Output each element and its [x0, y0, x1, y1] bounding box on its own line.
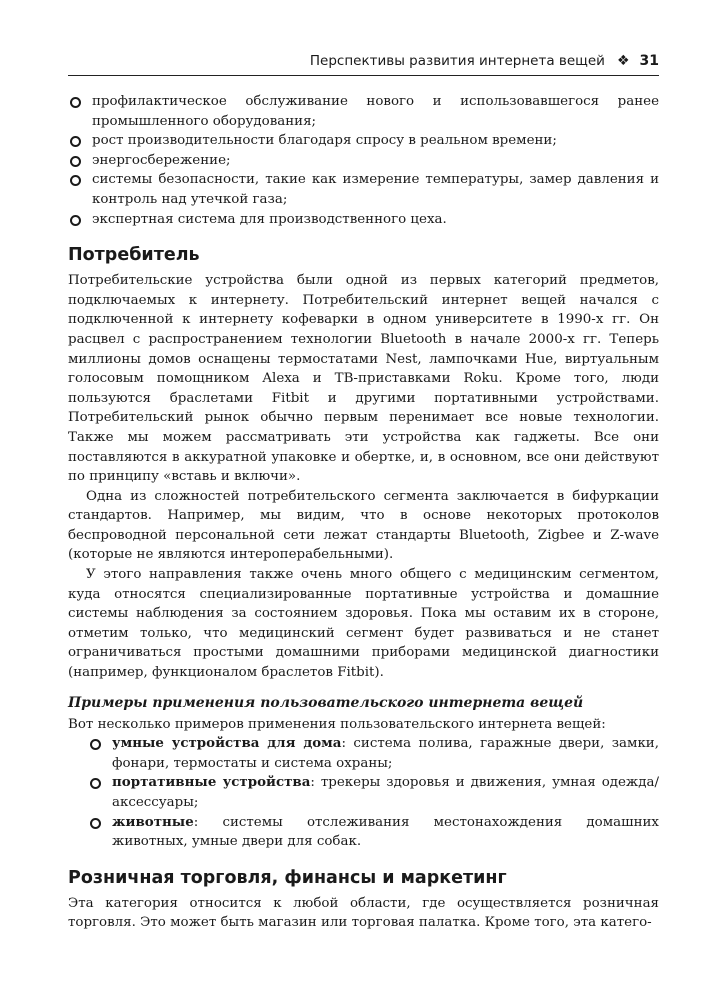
- section-heading-retail: Розничная торговля, финансы и маркетинг: [68, 867, 507, 888]
- bullet-icon: [70, 215, 81, 226]
- separator-icon: ❖: [616, 52, 630, 69]
- term: портативные устройства: [112, 774, 311, 791]
- bullet-icon: [90, 739, 101, 750]
- page-number: 31: [639, 52, 659, 69]
- list-item: профилактическое обслуживание нового и использовавшегося ранее промышленного оборудования;: [68, 92, 659, 131]
- running-title: Перспективы развития интернета вещей: [309, 52, 605, 69]
- list-item: энергосбережение;: [68, 151, 659, 171]
- bullet-icon: [70, 156, 81, 167]
- list-item: рост производительности благодаря спросу в реальном времени;: [68, 131, 659, 151]
- bullet-icon: [90, 778, 101, 789]
- bullet-icon: [70, 97, 81, 108]
- running-header: [68, 46, 659, 76]
- subsection-heading-examples: Примеры применения пользовательского интернета вещей: [68, 694, 584, 711]
- bullet-list-consumer: [68, 734, 659, 852]
- term: умные устройства для дома: [112, 735, 342, 752]
- section-heading-consumer: Потребитель: [68, 245, 200, 266]
- bullet-icon: [70, 136, 81, 147]
- paragraph: Одна из сложностей потребительского сегмента заключается в бифуркации стандартов. Например, мы видим, что в основе некоторых протоколов беспроводной персональной сети лежат стандарты Bluetooth, Zigbee и Z-wave (которые не являются интероперабельными).: [68, 488, 659, 563]
- term: животные: [112, 813, 194, 830]
- paragraph-intro: Вот несколько примеров применения пользовательского интернета вещей:: [68, 716, 606, 732]
- list-item: экспертная система для производственного цеха.: [68, 210, 659, 230]
- list-item: умные устройства для дома: система полива, гаражные двери, замки, фонари, термостаты и система охраны;: [88, 734, 659, 773]
- bullet-icon: [90, 818, 101, 829]
- bullet-icon: [70, 175, 81, 186]
- bullet-list-industrial: [68, 92, 659, 229]
- paragraph: Эта категория относится к любой области, где осуществляется розничная торговля. Это может быть магазин или торговая палатка. Кроме того, эта катего-: [68, 895, 659, 931]
- list-item: системы безопасности, такие как измерение температуры, замер давления и контроль над утечкой газа;: [68, 170, 659, 209]
- paragraph: Потребительские устройства были одной из первых категорий предметов, подключаемых к интернету. Потребительский интернет вещей начался с подключенной к интернету кофеварки в одном университете в 1990-х гг. Он расцвел с распространением технологии Bluetooth в начале 2000-х гг. Теперь миллионы домов оснащены термостатами Nest, лампочками Hue, виртуальным голосовым помощником Alexa и ТВ-приставками Roku. Кроме того, люди пользуются браслетами Fitbit и другими портативными устройствами. Потребительский рынок обычно первым перенимает все новые технологии. Также мы можем рассматривать эти устройства как гаджеты. Все они поставляются в аккуратной упаковке и обертке, и, в основном, все они действуют по принципу «вставь и включи».: [68, 273, 659, 485]
- list-item: портативные устройства: трекеры здоровья и движения, умная одежда/аксессуары;: [88, 773, 659, 812]
- page-content: [68, 92, 659, 933]
- paragraph: У этого направления также очень много общего с медицинским сегментом, куда относятся специализированные портативные устройства и домашние системы наблюдения за состоянием здоровья. Пока мы оставим их в стороне, отметим только, что медицинский сегмент будет развиваться и не станет ограничиваться простыми домашними приборами медицинской диагностики (например, функционалом браслетов Fitbit).: [68, 567, 659, 681]
- list-item: животные: системы отслеживания местонахождения домашних животных, умные двери для собак.: [88, 813, 659, 852]
